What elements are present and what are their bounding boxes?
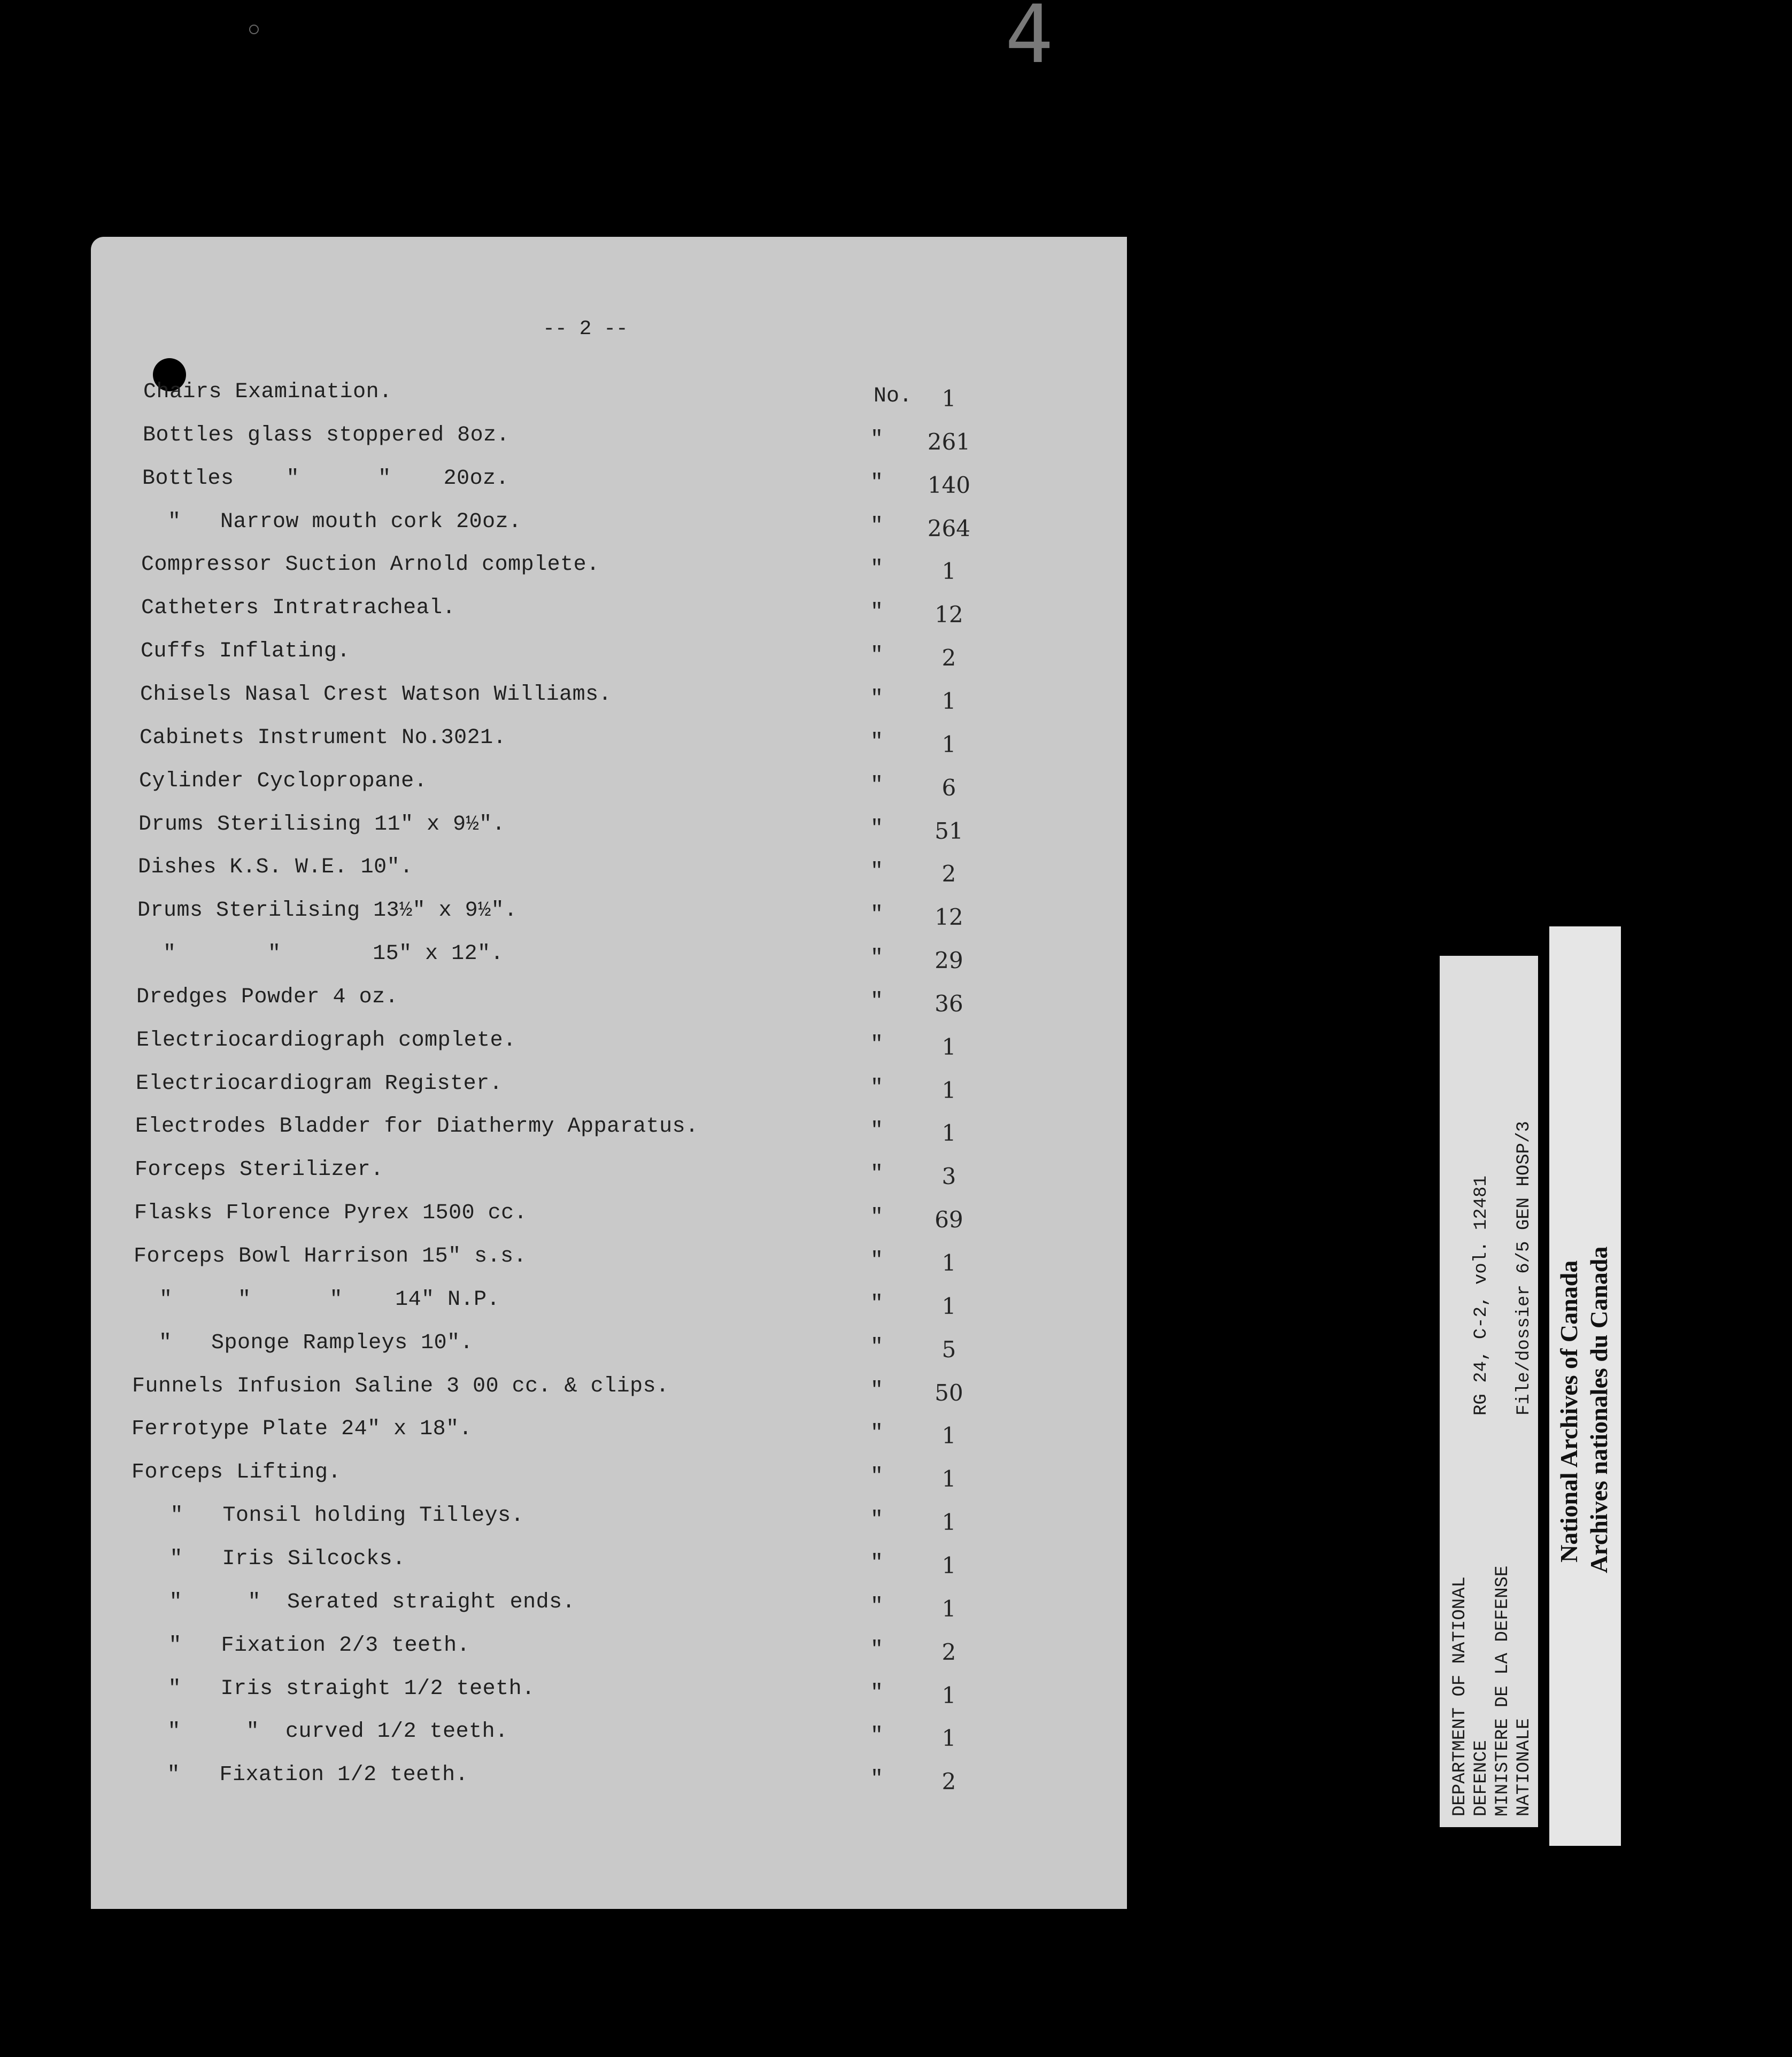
list-item bbox=[0, 549, 1792, 586]
item-quantity: 1 bbox=[941, 1509, 956, 1535]
item-quantity: 1 bbox=[941, 1293, 956, 1319]
item-quantity: 264 bbox=[927, 515, 971, 542]
item-ditto-mark: " bbox=[870, 1508, 883, 1532]
list-item bbox=[0, 592, 1792, 630]
item-description: Ferrotype Plate 24" x 18". bbox=[132, 1417, 473, 1441]
item-quantity: 1 bbox=[941, 1725, 956, 1751]
item-description: Funnels Infusion Saline 3 00 cc. & clips. bbox=[132, 1374, 669, 1398]
item-quantity: 1 bbox=[941, 1120, 956, 1146]
list-item bbox=[0, 765, 1792, 803]
page-number: -- 2 -- bbox=[543, 318, 628, 341]
item-quantity: 261 bbox=[927, 429, 971, 455]
film-speck bbox=[249, 25, 259, 34]
item-description: " Iris Silcocks. bbox=[130, 1547, 406, 1571]
item-ditto-mark: " bbox=[870, 1249, 883, 1273]
item-quantity: 1 bbox=[941, 1466, 956, 1492]
item-quantity: 5 bbox=[941, 1336, 956, 1363]
item-quantity: 2 bbox=[941, 1639, 956, 1665]
item-ditto-mark: " bbox=[870, 600, 883, 624]
item-ditto-mark: " bbox=[870, 1205, 883, 1229]
item-quantity: 51 bbox=[934, 818, 963, 844]
item-description: Cylinder Cyclopropane. bbox=[139, 769, 428, 793]
item-quantity: 29 bbox=[934, 947, 963, 973]
item-ditto-mark: " bbox=[870, 514, 883, 538]
item-ditto-mark: " bbox=[870, 1292, 883, 1316]
department-line-2: DEFENCE bbox=[1471, 1740, 1492, 1816]
item-description: " Narrow mouth cork 20oz. bbox=[142, 510, 522, 534]
item-description: " " curved 1/2 teeth. bbox=[128, 1720, 508, 1744]
item-description: Bottles glass stoppered 8oz. bbox=[143, 423, 510, 447]
list-item bbox=[0, 376, 1792, 414]
item-ditto-mark: " bbox=[870, 860, 883, 884]
item-quantity: 1 bbox=[941, 688, 956, 714]
list-item bbox=[0, 809, 1792, 846]
item-ditto-mark: " bbox=[870, 1335, 883, 1359]
file-reference: File/dossier 6/5 GEN HOSP/3 bbox=[1514, 1121, 1534, 1416]
item-description: Drums Sterilising 11" x 9½". bbox=[138, 813, 506, 837]
list-item bbox=[0, 636, 1792, 673]
list-item bbox=[0, 420, 1792, 457]
archive-label bbox=[1549, 926, 1621, 1846]
item-description: Electriocardiograph complete. bbox=[136, 1028, 516, 1053]
item-ditto-mark: " bbox=[870, 1551, 883, 1575]
item-ditto-mark: " bbox=[870, 644, 883, 668]
department-line-1: DEPARTMENT OF NATIONAL bbox=[1450, 1576, 1470, 1816]
item-quantity: 36 bbox=[934, 991, 963, 1017]
item-quantity: 2 bbox=[941, 861, 956, 887]
item-description: Electrodes Bladder for Diathermy Apparatus. bbox=[135, 1115, 699, 1139]
item-ditto-mark: No. bbox=[873, 384, 912, 408]
item-quantity: 1 bbox=[941, 1034, 956, 1060]
item-description: Forceps Lifting. bbox=[132, 1460, 342, 1484]
item-description: Forceps Bowl Harrison 15" s.s. bbox=[134, 1244, 527, 1269]
department-line-4: NATIONALE bbox=[1514, 1718, 1534, 1816]
item-ditto-mark: " bbox=[870, 471, 883, 495]
list-item bbox=[0, 722, 1792, 760]
item-ditto-mark: " bbox=[870, 557, 883, 581]
item-quantity: 1 bbox=[941, 385, 956, 412]
item-description: " Iris straight 1/2 teeth. bbox=[129, 1677, 535, 1701]
item-description: Drums Sterilising 13½" x 9½". bbox=[137, 899, 517, 923]
item-ditto-mark: " bbox=[870, 903, 883, 927]
item-description: Bottles " " 20oz. bbox=[142, 467, 509, 491]
item-description: " Tonsil holding Tilleys. bbox=[131, 1504, 524, 1528]
list-item bbox=[0, 852, 1792, 889]
archive-name-french: Archives nationales du Canada bbox=[1585, 1246, 1612, 1573]
item-quantity: 1 bbox=[941, 1250, 956, 1276]
record-group-reference: RG 24, C-2, vol. 12481 bbox=[1471, 1176, 1492, 1416]
list-item bbox=[0, 895, 1792, 932]
item-description: Flasks Florence Pyrex 1500 cc. bbox=[134, 1201, 528, 1225]
item-description: " Fixation 2/3 teeth. bbox=[129, 1634, 470, 1658]
archive-name-english: National Archives of Canada bbox=[1555, 1260, 1582, 1563]
item-ditto-mark: " bbox=[870, 1421, 883, 1445]
item-quantity: 12 bbox=[934, 601, 963, 628]
item-ditto-mark: " bbox=[870, 730, 883, 754]
item-description: Dishes K.S. W.E. 10". bbox=[138, 855, 413, 879]
item-quantity: 1 bbox=[941, 1422, 956, 1449]
item-quantity: 2 bbox=[941, 645, 956, 671]
item-quantity: 1 bbox=[941, 1682, 956, 1708]
item-description: Forceps Sterilizer. bbox=[135, 1158, 384, 1182]
list-item bbox=[0, 463, 1792, 500]
department-line-3: MINISTERE DE LA DEFENSE bbox=[1493, 1565, 1513, 1816]
item-description: Dredges Powder 4 oz. bbox=[136, 985, 399, 1009]
item-quantity: 140 bbox=[927, 472, 971, 498]
item-quantity: 2 bbox=[941, 1768, 956, 1795]
item-quantity: 1 bbox=[941, 558, 956, 584]
item-quantity: 69 bbox=[934, 1207, 963, 1233]
item-quantity: 12 bbox=[934, 904, 963, 930]
item-description: Chairs Examination. bbox=[143, 380, 392, 404]
item-description: Electriocardiogram Register. bbox=[136, 1072, 503, 1096]
item-description: " Sponge Rampleys 10". bbox=[133, 1331, 474, 1355]
item-description: " " " 14" N.P. bbox=[133, 1288, 500, 1312]
item-ditto-mark: " bbox=[870, 1076, 883, 1100]
item-ditto-mark: " bbox=[870, 774, 883, 798]
item-description: Chisels Nasal Crest Watson Williams. bbox=[140, 683, 612, 707]
item-ditto-mark: " bbox=[870, 1119, 883, 1143]
item-quantity: 1 bbox=[941, 731, 956, 757]
reference-label bbox=[1440, 956, 1538, 1827]
item-ditto-mark: " bbox=[870, 1465, 883, 1489]
item-ditto-mark: " bbox=[870, 946, 883, 970]
item-quantity: 1 bbox=[941, 1077, 956, 1103]
item-ditto-mark: " bbox=[870, 687, 883, 711]
item-quantity: 50 bbox=[934, 1380, 963, 1406]
item-ditto-mark: " bbox=[870, 1379, 883, 1403]
item-ditto-mark: " bbox=[870, 1767, 883, 1791]
item-description: " Fixation 1/2 teeth. bbox=[128, 1763, 469, 1787]
item-ditto-mark: " bbox=[870, 1724, 883, 1748]
list-item bbox=[0, 679, 1792, 716]
item-description: Cabinets Instrument No.3021. bbox=[140, 726, 507, 750]
item-quantity: 6 bbox=[941, 775, 956, 801]
item-description: " " Serated straight ends. bbox=[130, 1590, 576, 1614]
item-quantity: 3 bbox=[941, 1163, 956, 1189]
item-description: Cuffs Inflating. bbox=[141, 639, 351, 663]
item-ditto-mark: " bbox=[870, 1033, 883, 1057]
item-description: Compressor Suction Arnold complete. bbox=[141, 553, 600, 577]
item-description: Catheters Intratracheal. bbox=[141, 596, 456, 620]
item-quantity: 1 bbox=[941, 1552, 956, 1579]
item-ditto-mark: " bbox=[870, 1162, 883, 1186]
item-quantity: 1 bbox=[941, 1596, 956, 1622]
list-item bbox=[0, 506, 1792, 544]
item-ditto-mark: " bbox=[870, 989, 883, 1014]
item-ditto-mark: " bbox=[870, 428, 883, 452]
item-ditto-mark: " bbox=[870, 817, 883, 841]
item-description: " " 15" x 12". bbox=[137, 942, 504, 966]
item-ditto-mark: " bbox=[870, 1638, 883, 1662]
item-ditto-mark: " bbox=[870, 1595, 883, 1619]
film-frame-number: 4 bbox=[1005, 0, 1102, 81]
item-ditto-mark: " bbox=[870, 1681, 883, 1705]
